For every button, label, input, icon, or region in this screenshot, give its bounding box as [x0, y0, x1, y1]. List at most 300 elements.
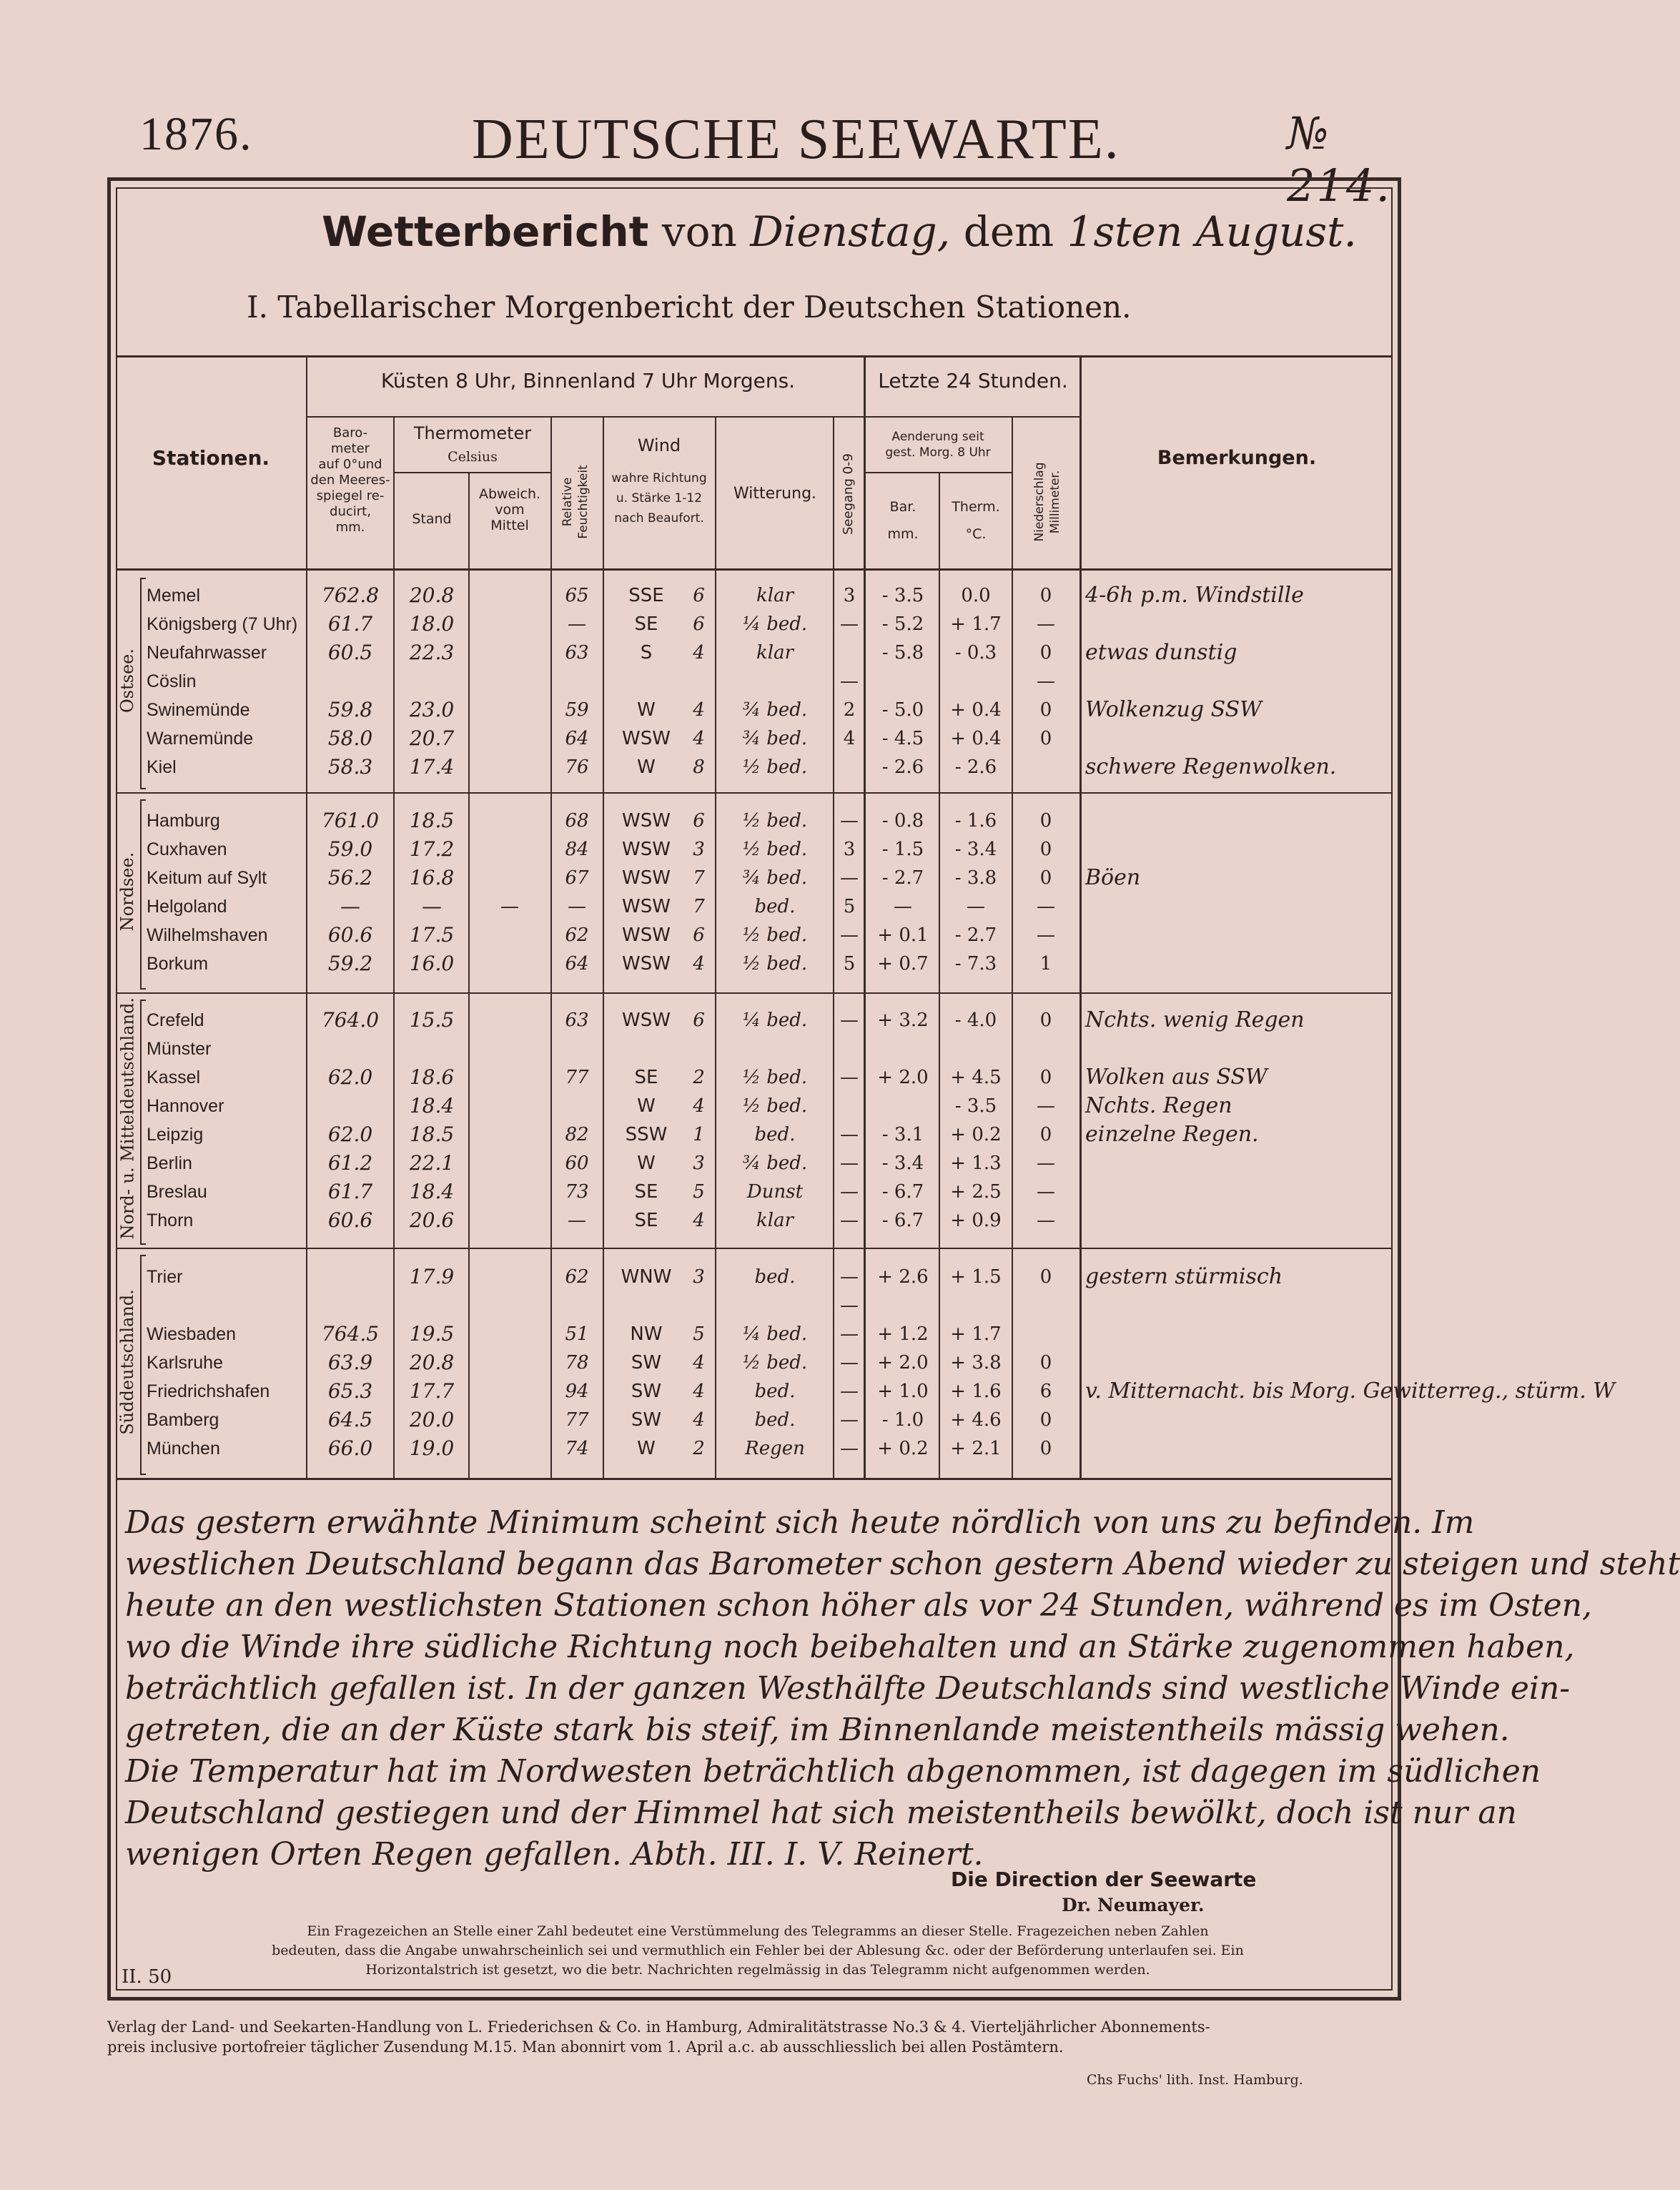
- cell-wdir: W: [637, 756, 656, 778]
- header-wind: Wind: [637, 435, 681, 455]
- cell-dbar: - 1.5: [881, 839, 924, 860]
- region-brace: [140, 799, 146, 990]
- cell-temp: 16.8: [409, 866, 455, 889]
- cell-feucht: 73: [565, 1180, 589, 1203]
- cell-temp: 18.4: [409, 1179, 455, 1203]
- cell-temp: 15.5: [409, 1007, 455, 1032]
- cell-station: München: [147, 1439, 220, 1459]
- cell-see: 2: [843, 699, 856, 721]
- cell-witt: ½ bed.: [742, 924, 808, 946]
- cell-wdir: W: [637, 1152, 656, 1174]
- cell-feucht: 67: [565, 867, 589, 889]
- cell-feucht: 59: [565, 699, 589, 721]
- cell-bem: Nchts. Regen: [1085, 1092, 1232, 1118]
- cell-nied: 0: [1039, 810, 1052, 832]
- cell-see: —: [840, 1180, 859, 1203]
- cell-dtherm: + 1.7: [950, 613, 1002, 635]
- cell-wstr: 6: [693, 1009, 705, 1031]
- cell-temp: 20.6: [409, 1208, 455, 1232]
- paragraph-line: beträchtlich gefallen ist. In der ganzen Westhälfte Deutschlands sind westliche Winde ein-: [125, 1670, 1571, 1707]
- cell-witt: ¼ bed.: [742, 1009, 808, 1031]
- cell-wdir: WSW: [622, 810, 671, 832]
- cell-nied: 0: [1039, 1438, 1052, 1459]
- cell-baro: 56.2: [327, 866, 373, 889]
- footnote-line: Horizontalstrich ist gesetzt, wo die betr. Nachrichten regelmässig in das Telegramm nicht aufgenommen werden.: [365, 1962, 1150, 1978]
- cell-dbar: - 0.8: [881, 810, 924, 832]
- cell-witt: ¾ bed.: [742, 867, 808, 889]
- report-title-dem: dem: [963, 207, 1054, 256]
- region-label: Ostsee.: [117, 648, 137, 713]
- cell-wstr: 6: [693, 924, 705, 946]
- cell-bem: einzelne Regen.: [1085, 1121, 1259, 1147]
- cell-dtherm: 0.0: [961, 585, 991, 606]
- cell-baro: 764.0: [321, 1007, 380, 1032]
- cell-wdir: SE: [634, 613, 658, 635]
- cell-dtherm: - 1.6: [954, 810, 997, 832]
- cell-station: Hamburg: [147, 811, 220, 831]
- cell-nied: 0: [1039, 1352, 1052, 1373]
- cell-witt: klar: [756, 1209, 794, 1231]
- cell-dbar: - 6.7: [881, 1180, 924, 1203]
- cell-wdir: SW: [631, 1409, 662, 1431]
- cell-dtherm: + 1.3: [950, 1152, 1002, 1174]
- cell-wdir: WNW: [621, 1266, 672, 1288]
- cell-nied: —: [1037, 896, 1055, 917]
- cell-baro: 762.8: [321, 583, 380, 607]
- cell-dbar: - 5.8: [881, 642, 924, 664]
- cell-dtherm: + 2.5: [950, 1180, 1002, 1203]
- paragraph-line: Deutschland gestiegen und der Himmel hat sich meistentheils bewölkt, doch ist nur an: [125, 1795, 1517, 1831]
- cell-dtherm: —: [967, 896, 985, 917]
- cell-feucht: 65: [565, 585, 589, 606]
- cell-wdir: SE: [634, 1066, 658, 1088]
- cell-station: Leipzig: [147, 1124, 204, 1145]
- cell-wstr: 3: [693, 839, 705, 860]
- cell-feucht: 62: [565, 924, 589, 946]
- cell-feucht: 60: [565, 1152, 589, 1174]
- cell-station: Helgoland: [147, 897, 227, 917]
- cell-nied: 0: [1039, 699, 1052, 721]
- cell-wstr: 4: [693, 728, 705, 749]
- cell-dbar: - 3.5: [881, 585, 924, 606]
- cell-feucht: 82: [565, 1123, 589, 1145]
- cell-dtherm: + 0.2: [950, 1123, 1002, 1145]
- cell-station: Bamberg: [147, 1410, 219, 1430]
- cell-wstr: 2: [693, 1438, 705, 1459]
- cell-witt: klar: [756, 585, 794, 606]
- cell-see: 5: [843, 896, 856, 917]
- cell-baro: 59.8: [327, 698, 373, 721]
- cell-baro: 60.6: [327, 1208, 373, 1232]
- cell-wdir: WSW: [622, 1009, 671, 1031]
- region-brace: [140, 578, 146, 789]
- cell-dtherm: + 0.4: [950, 728, 1002, 749]
- cell-baro: 63.9: [327, 1351, 373, 1374]
- cell-dbar: + 0.1: [877, 924, 929, 946]
- lithographer: Chs Fuchs' lith. Inst. Hamburg.: [1087, 2072, 1303, 2088]
- cell-wdir: NW: [630, 1323, 663, 1345]
- cell-station: Swinemünde: [147, 700, 250, 720]
- cell-wdir: W: [637, 1438, 656, 1459]
- cell-baro: 58.0: [327, 726, 373, 750]
- cell-bem: Nchts. wenig Regen: [1085, 1007, 1305, 1032]
- cell-bem: schwere Regenwolken.: [1085, 754, 1337, 779]
- cell-wstr: 1: [693, 1123, 705, 1145]
- cell-station: Wilhelmshaven: [147, 925, 268, 945]
- cell-wstr: 6: [693, 585, 705, 606]
- cell-see: —: [840, 1352, 859, 1373]
- cell-witt: bed.: [754, 896, 796, 917]
- cell-dbar: + 1.0: [877, 1381, 929, 1402]
- cell-wstr: 4: [693, 953, 705, 975]
- cell-dtherm: - 2.7: [954, 924, 997, 946]
- cell-see: —: [840, 1009, 859, 1031]
- cell-see: —: [840, 1409, 859, 1431]
- cell-wdir: S: [640, 642, 653, 664]
- cell-station: Breslau: [147, 1181, 207, 1202]
- cell-witt: ¼ bed.: [742, 613, 808, 635]
- cell-temp: 17.9: [409, 1265, 455, 1288]
- cell-temp: 18.4: [409, 1093, 455, 1118]
- cell-feucht: 84: [565, 839, 589, 860]
- header-seegang: Seegang 0-9: [841, 453, 856, 535]
- report-weekday: Dienstag,: [750, 207, 951, 256]
- cell-temp: 17.7: [409, 1379, 455, 1403]
- cell-wdir: SW: [631, 1381, 662, 1402]
- cell-feucht: —: [568, 613, 586, 635]
- cell-nied: 0: [1039, 1009, 1052, 1031]
- footnote-line: Ein Fragezeichen an Stelle einer Zahl bedeutet eine Verstümmelung des Telegramms an dieser Stelle. Fragezeichen neben Zahlen: [307, 1923, 1209, 1939]
- cell-baro: 61.7: [327, 612, 373, 636]
- cell-wdir: WSW: [622, 839, 671, 860]
- cell-feucht: 63: [565, 1009, 589, 1031]
- cell-baro: 65.3: [327, 1379, 373, 1403]
- cell-baro: 66.0: [327, 1436, 373, 1460]
- report-title: [322, 207, 1357, 256]
- cell-dbar: - 5.2: [881, 613, 924, 635]
- cell-dtherm: + 4.5: [950, 1066, 1002, 1088]
- cell-see: —: [840, 1323, 859, 1345]
- cell-feucht: 64: [565, 953, 589, 975]
- cell-feucht: 64: [565, 728, 589, 749]
- header-bar: Bar. mm.: [887, 499, 919, 542]
- cell-see: —: [840, 1123, 859, 1145]
- paragraph-line: wo die Winde ihre südliche Richtung noch beibehalten und an Stärke zugenommen haben,: [125, 1629, 1575, 1665]
- cell-wstr: 7: [693, 867, 705, 889]
- cell-bem: Wolkenzug SSW: [1085, 697, 1262, 722]
- report-day: 1sten: [1067, 207, 1183, 256]
- cell-witt: ½ bed.: [742, 839, 808, 860]
- cell-wdir: W: [637, 699, 656, 721]
- cell-dtherm: + 1.6: [950, 1381, 1002, 1402]
- cell-wdir: WSW: [622, 728, 671, 749]
- cell-dtherm: - 7.3: [954, 953, 997, 975]
- cell-feucht: 76: [565, 756, 589, 778]
- year: 1876.: [139, 108, 253, 160]
- report-month: August.: [1195, 207, 1357, 256]
- cell-witt: Regen: [745, 1438, 805, 1459]
- cell-nied: 0: [1039, 585, 1052, 606]
- cell-wdir: SE: [634, 1180, 658, 1203]
- cell-dtherm: + 2.1: [950, 1438, 1002, 1459]
- cell-temp: 22.1: [409, 1150, 455, 1175]
- cell-nied: 0: [1039, 728, 1052, 749]
- cell-temp: 18.0: [409, 612, 455, 636]
- cell-witt: ½ bed.: [742, 953, 808, 975]
- cell-wdir: WSW: [622, 867, 671, 889]
- cell-station: Wiesbaden: [147, 1324, 237, 1344]
- paragraph-line: Die Temperatur hat im Nordwesten beträchtlich abgenommen, ist dagegen im südlichen: [125, 1753, 1541, 1790]
- cell-wstr: 4: [693, 1095, 705, 1117]
- cell-wstr: 4: [693, 642, 705, 664]
- region-brace: [140, 1255, 146, 1475]
- header-morning-group: Küsten 8 Uhr, Binnenland 7 Uhr Morgens.: [380, 369, 796, 393]
- cell-wstr: 2: [693, 1066, 705, 1088]
- cell-bem: 4-6h p.m. Windstille: [1085, 583, 1304, 608]
- cell-wdir: SSE: [628, 585, 664, 606]
- cell-feucht: 78: [565, 1352, 589, 1373]
- cell-bem: gestern stürmisch: [1085, 1264, 1283, 1289]
- cell-station: Neufahrwasser: [147, 643, 267, 663]
- cell-baro: 60.5: [327, 641, 373, 664]
- report-title-prefix: Wetterbericht: [322, 207, 649, 256]
- cell-witt: bed.: [754, 1409, 796, 1431]
- cell-baro: 64.5: [327, 1408, 373, 1431]
- cell-bem: etwas dunstig: [1085, 640, 1237, 665]
- cell-dbar: - 3.4: [881, 1152, 924, 1174]
- cell-dbar: + 0.2: [877, 1438, 929, 1459]
- cell-see: —: [840, 1209, 859, 1231]
- header-witterung: Witterung.: [733, 485, 817, 503]
- cell-wdir: WSW: [622, 953, 671, 975]
- cell-see: —: [840, 671, 859, 692]
- issue-number: № 214.: [1287, 107, 1392, 212]
- cell-station: Friedrichshafen: [147, 1381, 270, 1401]
- cell-station: Münster: [147, 1038, 212, 1059]
- cell-dtherm: + 0.9: [950, 1209, 1002, 1231]
- cell-see: 4: [843, 728, 856, 749]
- cell-see: —: [840, 613, 859, 635]
- region-label: Süddeutschland.: [117, 1289, 137, 1435]
- cell-abw: —: [500, 896, 519, 917]
- cell-see: —: [840, 1066, 859, 1088]
- cell-wdir: WSW: [622, 896, 671, 917]
- cell-witt: Dunst: [746, 1180, 804, 1203]
- cell-dbar: - 4.5: [881, 728, 924, 749]
- cell-baro: 59.0: [327, 837, 373, 861]
- cell-station: Cöslin: [147, 671, 197, 691]
- cell-temp: 23.0: [409, 698, 455, 721]
- cell-dbar: + 0.7: [877, 953, 929, 975]
- cell-wstr: 4: [693, 699, 705, 721]
- cell-station: Crefeld: [147, 1010, 204, 1030]
- header-bemerkungen: Bemerkungen.: [1157, 447, 1317, 469]
- cell-witt: klar: [756, 642, 794, 664]
- cell-temp: 16.0: [409, 952, 455, 975]
- footnote-line: bedeuten, dass die Angabe unwahrscheinlich sei und vermuthlich ein Fehler bei der Ablesung &c. oder der Beförderung unterlaufen sei. Ein: [272, 1943, 1244, 1958]
- cell-baro: 61.2: [327, 1150, 373, 1175]
- cell-see: —: [840, 1381, 859, 1402]
- cell-nied: 1: [1039, 953, 1052, 975]
- cell-dtherm: + 1.5: [950, 1266, 1002, 1288]
- cell-nied: —: [1037, 1180, 1055, 1203]
- cell-feucht: 63: [565, 642, 589, 664]
- cell-wstr: 7: [693, 896, 705, 917]
- cell-temp: 19.0: [409, 1436, 455, 1460]
- cell-dbar: - 1.0: [881, 1409, 924, 1431]
- cell-witt: ½ bed.: [742, 1066, 808, 1088]
- cell-temp: 18.5: [409, 1122, 455, 1146]
- cell-nied: 0: [1039, 1066, 1052, 1088]
- cell-station: Kiel: [147, 757, 177, 777]
- cell-nied: 0: [1039, 1123, 1052, 1145]
- header-feuchtigkeit: Relative Feuchtigkeit: [560, 465, 591, 539]
- signature-direction: Die Direction der Seewarte: [951, 1868, 1257, 1891]
- cell-temp: 20.0: [409, 1408, 455, 1431]
- subtitle: I. Tabellarischer Morgenbericht der Deutschen Stationen.: [247, 290, 1132, 325]
- cell-nied: 0: [1039, 1266, 1052, 1288]
- cell-bem: Böen: [1085, 865, 1141, 890]
- header-24h-group: Letzte 24 Stunden.: [878, 369, 1068, 393]
- cell-witt: ½ bed.: [742, 1352, 808, 1373]
- cell-wstr: 4: [693, 1209, 705, 1231]
- cell-witt: ¾ bed.: [742, 728, 808, 749]
- cell-baro: 58.3: [327, 755, 373, 779]
- cell-feucht: 74: [565, 1438, 589, 1459]
- header-barometer: Baro- meter auf 0°und den Meeres- spiegel re- ducirt, mm.: [310, 425, 390, 535]
- cell-wstr: 3: [693, 1152, 705, 1174]
- cell-bem: Wolken aus SSW: [1085, 1064, 1268, 1090]
- cell-station: Memel: [147, 586, 201, 606]
- cell-baro: 60.6: [327, 923, 373, 947]
- cell-wstr: 4: [693, 1409, 705, 1431]
- cell-station: Warnemünde: [147, 729, 254, 749]
- cell-wstr: 6: [693, 613, 705, 635]
- cell-bem: v. Mitternacht. bis Morg. Gewitterreg., stürm. W: [1085, 1378, 1616, 1404]
- cell-temp: 20.8: [409, 583, 455, 607]
- cell-nied: 0: [1039, 1409, 1052, 1431]
- masthead-title: DEUTSCHE SEEWARTE.: [472, 108, 1120, 171]
- cell-nied: —: [1037, 1209, 1055, 1231]
- cell-see: —: [840, 867, 859, 889]
- cell-wstr: 8: [693, 756, 705, 778]
- cell-witt: ¼ bed.: [742, 1323, 808, 1345]
- publisher-line: Verlag der Land- und Seekarten-Handlung von L. Friederichsen & Co. in Hamburg, Admiralitätstrasse No.3 & 4. Vierteljährlicher Abonnements-: [107, 2018, 1210, 2036]
- cell-temp: —: [422, 894, 442, 918]
- cell-nied: 0: [1039, 642, 1052, 664]
- cell-dtherm: - 2.6: [954, 756, 997, 778]
- cell-wstr: 3: [693, 1266, 705, 1288]
- header-stationen: Stationen.: [152, 446, 270, 470]
- cell-wstr: 6: [693, 810, 705, 832]
- cell-temp: 18.6: [409, 1065, 455, 1089]
- cell-feucht: —: [568, 1209, 586, 1231]
- cell-station: Kassel: [147, 1067, 201, 1087]
- cell-station: Karlsruhe: [147, 1353, 223, 1373]
- cell-station: Königsberg (7 Uhr): [147, 614, 298, 634]
- paragraph-line: heute an den westlichsten Stationen schon höher als vor 24 Stunden, während es im Osten,: [125, 1587, 1592, 1624]
- cell-dtherm: + 4.6: [950, 1409, 1002, 1431]
- cell-dtherm: - 3.5: [954, 1095, 997, 1117]
- cell-see: —: [840, 1152, 859, 1174]
- cell-nied: 0: [1039, 839, 1052, 860]
- cell-wstr: 5: [693, 1323, 705, 1345]
- cell-temp: 17.5: [409, 923, 455, 947]
- paragraph-line: getreten, die an der Küste stark bis steif, im Binnenlande meistentheils mässig wehen.: [125, 1712, 1510, 1748]
- cell-witt: bed.: [754, 1123, 796, 1145]
- cell-dbar: + 3.2: [877, 1009, 929, 1031]
- cell-baro: 62.0: [327, 1122, 373, 1146]
- cell-dbar: - 2.7: [881, 867, 924, 889]
- header-aenderung: Aenderung seit gest. Morg. 8 Uhr: [885, 430, 991, 460]
- cell-dbar: + 2.6: [877, 1266, 929, 1288]
- cell-station: Cuxhaven: [147, 839, 227, 859]
- publisher-line: preis inclusive portofreier täglicher Zusendung M.15. Man abonnirt vom 1. April a.c. ab ausschliesslich bei allen Postämtern.: [107, 2038, 1064, 2056]
- cell-see: —: [840, 810, 859, 832]
- cell-temp: 17.4: [409, 755, 455, 779]
- cell-nied: —: [1037, 1152, 1055, 1174]
- cell-temp: 17.2: [409, 837, 455, 861]
- cell-feucht: —: [568, 896, 586, 917]
- print-mark: II. 50: [122, 1966, 172, 1988]
- cell-feucht: 77: [565, 1409, 589, 1431]
- cell-nied: —: [1037, 671, 1055, 692]
- cell-dbar: - 3.1: [881, 1123, 924, 1145]
- cell-baro: —: [340, 894, 360, 918]
- cell-nied: 6: [1039, 1381, 1052, 1402]
- cell-wdir: W: [637, 1095, 656, 1117]
- cell-dtherm: + 1.7: [950, 1323, 1002, 1345]
- paragraph-line: Das gestern erwähnte Minimum scheint sich heute nördlich von uns zu befinden. Im: [125, 1504, 1475, 1541]
- cell-witt: ½ bed.: [742, 810, 808, 832]
- cell-nied: —: [1037, 1095, 1055, 1117]
- cell-see: —: [840, 1438, 859, 1459]
- cell-temp: 20.7: [409, 726, 455, 750]
- cell-feucht: 51: [565, 1323, 589, 1345]
- cell-dtherm: + 3.8: [950, 1352, 1002, 1373]
- cell-wdir: WSW: [622, 924, 671, 946]
- cell-see: 3: [843, 839, 856, 860]
- cell-dbar: —: [894, 896, 912, 917]
- cell-see: —: [840, 1295, 859, 1316]
- cell-wstr: 4: [693, 1381, 705, 1402]
- cell-witt: ½ bed.: [742, 1095, 808, 1117]
- cell-see: 3: [843, 585, 856, 606]
- cell-station: Berlin: [147, 1153, 192, 1173]
- header-celsius: Celsius: [448, 449, 498, 465]
- cell-temp: 22.3: [409, 641, 455, 664]
- cell-dbar: + 2.0: [877, 1352, 929, 1373]
- header-thermometer: Thermometer: [413, 423, 532, 443]
- cell-dbar: + 1.2: [877, 1323, 929, 1345]
- report-title-von: von: [661, 207, 737, 256]
- cell-wdir: SW: [631, 1352, 662, 1373]
- cell-dtherm: - 4.0: [954, 1009, 997, 1031]
- cell-baro: 62.0: [327, 1065, 373, 1089]
- cell-nied: 0: [1039, 867, 1052, 889]
- cell-wdir: SE: [634, 1209, 658, 1231]
- cell-station: Thorn: [147, 1210, 194, 1230]
- cell-dbar: - 6.7: [881, 1209, 924, 1231]
- region-label: Nord- u. Mitteldeutschland.: [117, 997, 137, 1239]
- cell-dbar: - 5.0: [881, 699, 924, 721]
- cell-nied: —: [1037, 613, 1055, 635]
- cell-witt: ½ bed.: [742, 756, 808, 778]
- cell-station: Keitum auf Sylt: [147, 868, 267, 888]
- cell-see: —: [840, 924, 859, 946]
- header-abweich: Abweich. vom Mittel: [478, 486, 541, 533]
- cell-feucht: 68: [565, 810, 589, 832]
